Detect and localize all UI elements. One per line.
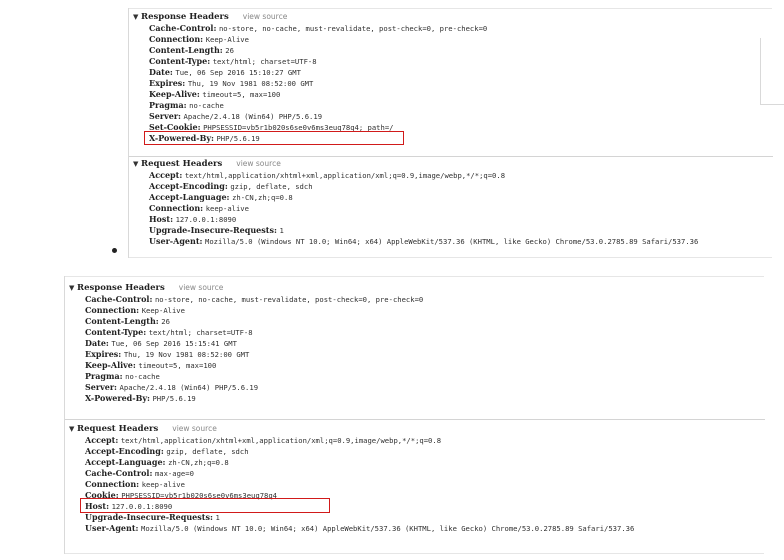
header-row bbox=[69, 457, 634, 468]
header-value: gzip, deflate, sdch bbox=[166, 447, 249, 456]
header-value: no-cache bbox=[189, 101, 224, 110]
header-value: 1 bbox=[279, 226, 284, 235]
header-row bbox=[133, 111, 487, 122]
header-value: text/html; charset=UTF-8 bbox=[212, 57, 317, 66]
header-key: X-Powered-By: bbox=[85, 393, 150, 403]
header-key: Accept-Encoding: bbox=[149, 181, 228, 191]
header-value: text/html; charset=UTF-8 bbox=[148, 328, 253, 337]
header-row bbox=[69, 360, 423, 371]
section-title: Response Headers bbox=[141, 12, 229, 22]
header-key: Server: bbox=[85, 382, 117, 392]
header-row bbox=[133, 225, 698, 236]
bullet-icon bbox=[112, 248, 117, 253]
header-key: Content-Length: bbox=[149, 45, 223, 55]
header-row bbox=[133, 89, 487, 100]
header-value: keep-alive bbox=[141, 480, 185, 489]
header-key: Upgrade-Insecure-Requests: bbox=[149, 225, 277, 235]
header-row bbox=[133, 192, 698, 203]
header-row bbox=[133, 23, 487, 34]
header-value: max-age=0 bbox=[154, 469, 194, 478]
header-row bbox=[133, 100, 487, 111]
response-headers-section bbox=[133, 11, 487, 144]
header-row bbox=[133, 236, 698, 247]
set-cookie-highlight bbox=[144, 131, 404, 145]
header-key: Content-Type: bbox=[85, 327, 147, 337]
header-row bbox=[69, 523, 634, 534]
header-row bbox=[69, 327, 423, 338]
header-value: no-store, no-cache, must-revalidate, post-check=0, pre-check=0 bbox=[218, 24, 488, 33]
header-key: Set-Cookie: bbox=[149, 122, 201, 132]
header-value: PHP/5.6.19 bbox=[152, 394, 196, 403]
header-row bbox=[133, 45, 487, 56]
section-divider bbox=[65, 419, 765, 420]
header-value: timeout=5, max=100 bbox=[202, 90, 281, 99]
header-list bbox=[133, 23, 487, 144]
header-value: Keep-Alive bbox=[205, 35, 249, 44]
header-row bbox=[69, 382, 423, 393]
header-key: Date: bbox=[85, 338, 109, 348]
header-key: Server: bbox=[149, 111, 181, 121]
header-value: no-cache bbox=[125, 372, 160, 381]
header-key: Keep-Alive: bbox=[85, 360, 136, 370]
header-value: PHPSESSID=vb5r1b020s6se0v6ms3euq78q4; path=/ bbox=[203, 123, 394, 132]
header-key: Cookie: bbox=[85, 490, 119, 500]
headers-panel-2 bbox=[64, 276, 765, 554]
header-row bbox=[133, 214, 698, 225]
view-source-link[interactable]: view source bbox=[172, 424, 217, 433]
view-source-link[interactable]: view source bbox=[236, 159, 281, 168]
header-key: Connection: bbox=[85, 305, 140, 315]
header-list bbox=[69, 435, 634, 534]
header-row bbox=[133, 56, 487, 67]
header-key: Accept-Language: bbox=[149, 192, 230, 202]
header-key: Accept: bbox=[85, 435, 119, 445]
header-key: Accept-Encoding: bbox=[85, 446, 164, 456]
header-row bbox=[69, 512, 634, 523]
header-value: keep-alive bbox=[205, 204, 249, 213]
header-row bbox=[133, 67, 487, 78]
header-value: PHPSESSID=vb5r1b020s6se0v6ms3euq78q4 bbox=[121, 491, 277, 500]
header-key: Expires: bbox=[85, 349, 122, 359]
header-row bbox=[69, 468, 634, 479]
header-key: Connection: bbox=[85, 479, 140, 489]
header-key: Cache-Control: bbox=[85, 468, 153, 478]
header-value: PHP/5.6.19 bbox=[216, 134, 260, 143]
header-key: Host: bbox=[149, 214, 174, 224]
section-title: Request Headers bbox=[77, 424, 159, 434]
header-value: zh-CN,zh;q=0.8 bbox=[168, 458, 229, 467]
header-key: Date: bbox=[149, 67, 173, 77]
header-row bbox=[69, 446, 634, 457]
header-key: Cache-Control: bbox=[85, 294, 153, 304]
request-headers-header[interactable] bbox=[69, 423, 634, 435]
header-value: Mozilla/5.0 (Windows NT 10.0; Win64; x64) AppleWebKit/537.36 (KHTML, like Gecko) Chrome/53.0.2785.89 Safari/537.36 bbox=[205, 237, 699, 246]
header-row bbox=[69, 316, 423, 327]
header-key: User-Agent: bbox=[149, 236, 203, 246]
header-value: text/html,application/xhtml+xml,application/xml;q=0.9,image/webp,*/*;q=0.8 bbox=[184, 171, 506, 180]
header-row bbox=[69, 435, 634, 446]
header-list bbox=[69, 294, 423, 404]
header-key: Expires: bbox=[149, 78, 186, 88]
header-value: text/html,application/xhtml+xml,application/xml;q=0.9,image/webp,*/*;q=0.8 bbox=[120, 436, 442, 445]
header-value: Keep-Alive bbox=[141, 306, 185, 315]
header-value: Apache/2.4.18 (Win64) PHP/5.6.19 bbox=[119, 383, 259, 392]
header-row bbox=[133, 203, 698, 214]
triangle-down-icon[interactable]: ▼ bbox=[69, 425, 75, 433]
header-row bbox=[69, 338, 423, 349]
triangle-down-icon[interactable]: ▼ bbox=[133, 13, 139, 21]
view-source-link[interactable]: view source bbox=[242, 12, 288, 21]
header-key: Accept: bbox=[149, 170, 183, 180]
header-key: Connection: bbox=[149, 34, 204, 44]
header-value: gzip, deflate, sdch bbox=[230, 182, 313, 191]
cookie-highlight bbox=[80, 498, 330, 513]
header-key: Cache-Control: bbox=[149, 23, 217, 33]
section-divider bbox=[129, 156, 773, 157]
header-key: Accept-Language: bbox=[85, 457, 166, 467]
header-key: Connection: bbox=[149, 203, 204, 213]
header-value: 26 bbox=[225, 46, 234, 55]
header-row bbox=[133, 181, 698, 192]
header-value: 127.0.0.1:8090 bbox=[175, 215, 237, 224]
header-value: Thu, 19 Nov 1981 08:52:00 GMT bbox=[123, 350, 250, 359]
header-value: 127.0.0.1:8090 bbox=[111, 502, 173, 511]
response-headers-header[interactable] bbox=[133, 11, 487, 23]
header-row bbox=[69, 294, 423, 305]
header-key: X-Powered-By: bbox=[149, 133, 214, 143]
response-headers-header[interactable] bbox=[69, 282, 423, 294]
header-value: Mozilla/5.0 (Windows NT 10.0; Win64; x64) AppleWebKit/537.36 (KHTML, like Gecko) Chrome/53.0.2785.89 Safari/537.36 bbox=[141, 524, 635, 533]
header-key: Pragma: bbox=[149, 100, 187, 110]
header-key: Pragma: bbox=[85, 371, 123, 381]
header-row bbox=[69, 305, 423, 316]
header-row bbox=[69, 393, 423, 404]
header-row bbox=[133, 34, 487, 45]
header-key: Content-Length: bbox=[85, 316, 159, 326]
header-list bbox=[133, 170, 698, 247]
triangle-down-icon[interactable]: ▼ bbox=[133, 160, 139, 168]
section-title: Response Headers bbox=[77, 283, 165, 293]
request-headers-header[interactable] bbox=[133, 158, 698, 170]
header-row bbox=[69, 349, 423, 360]
response-headers-section bbox=[69, 282, 423, 404]
triangle-down-icon[interactable]: ▼ bbox=[69, 284, 75, 292]
header-value: Tue, 06 Sep 2016 15:10:27 GMT bbox=[175, 68, 301, 77]
header-value: Thu, 19 Nov 1981 08:52:00 GMT bbox=[187, 79, 314, 88]
header-value: timeout=5, max=100 bbox=[138, 361, 217, 370]
header-key: Host: bbox=[85, 501, 110, 511]
header-row bbox=[133, 170, 698, 181]
header-value: zh-CN,zh;q=0.8 bbox=[232, 193, 293, 202]
request-headers-section bbox=[69, 423, 634, 534]
request-headers-section bbox=[133, 158, 698, 247]
header-value: Tue, 06 Sep 2016 15:15:41 GMT bbox=[111, 339, 237, 348]
header-row bbox=[69, 371, 423, 382]
header-value: Apache/2.4.18 (Win64) PHP/5.6.19 bbox=[183, 112, 323, 121]
header-value: 1 bbox=[215, 513, 220, 522]
header-key: Content-Type: bbox=[149, 56, 211, 66]
section-title: Request Headers bbox=[141, 159, 223, 169]
header-value: no-store, no-cache, must-revalidate, post-check=0, pre-check=0 bbox=[154, 295, 424, 304]
headers-panel-1 bbox=[128, 8, 773, 258]
header-key: Keep-Alive: bbox=[149, 89, 200, 99]
header-value: 26 bbox=[161, 317, 170, 326]
header-key: User-Agent: bbox=[85, 523, 139, 533]
view-source-link[interactable]: view source bbox=[178, 283, 224, 292]
header-row bbox=[69, 479, 634, 490]
header-row bbox=[133, 78, 487, 89]
header-key: Upgrade-Insecure-Requests: bbox=[85, 512, 213, 522]
